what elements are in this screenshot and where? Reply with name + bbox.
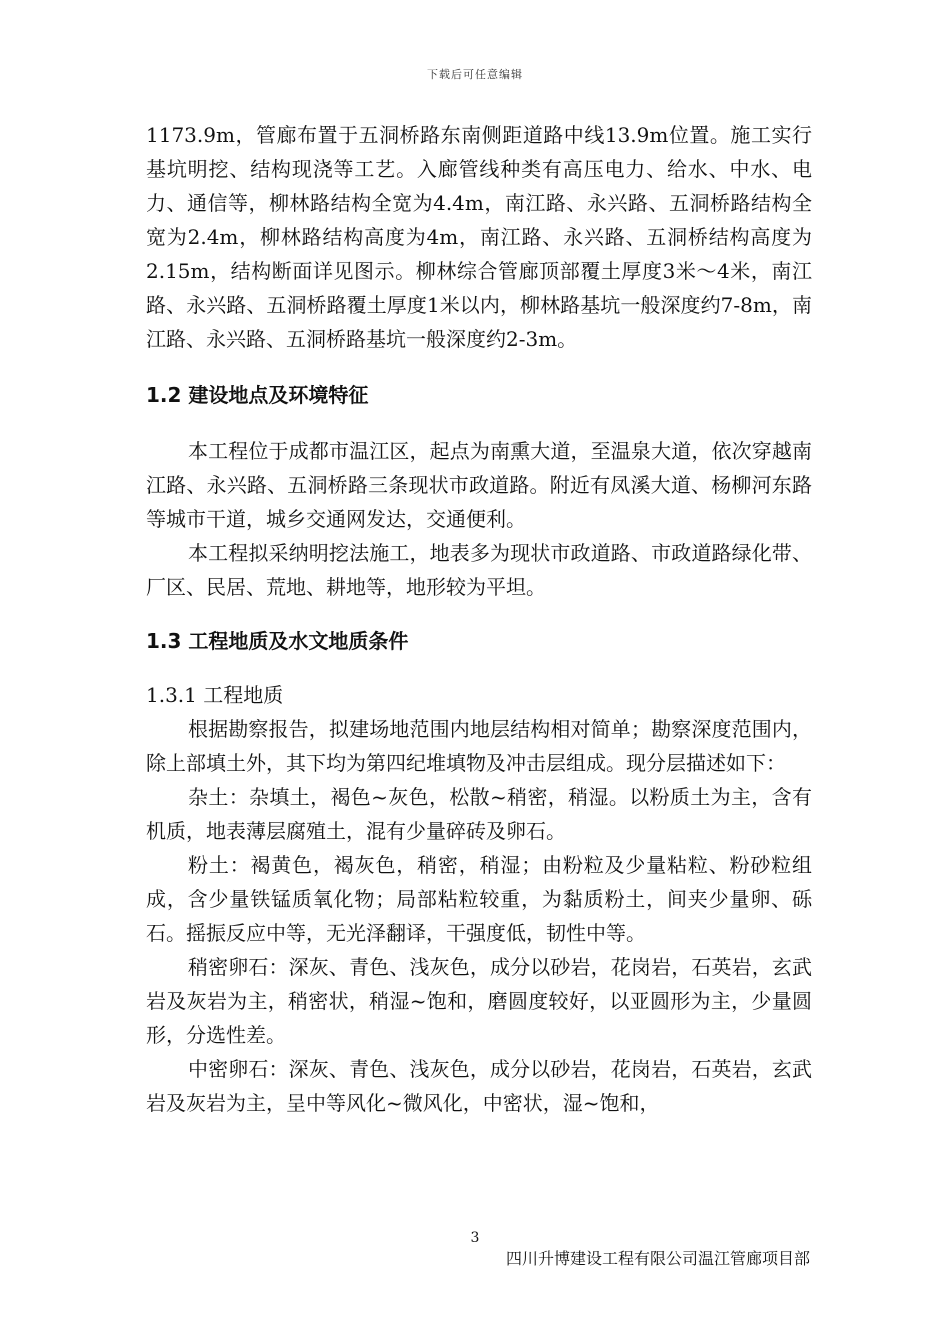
section-heading-1-3: 1.3 工程地质及水文地质条件 xyxy=(146,629,409,653)
section-1-3-paragraph-1: 根据勘察报告，拟建场地范围内地层结构相对简单；勘察深度范围内，除上部填土外，其下均为第四纪堆填物及冲击层组成。现分层描述如下： xyxy=(146,717,812,775)
section-1-2-paragraph-2: 本工程拟采纳明挖法施工，地表多为现状市政道路、市政道路绿化带、厂区、民居、荒地、耕地等，地形较为平坦。 xyxy=(146,541,812,599)
section-heading-1-2: 1.2 建设地点及环境特征 xyxy=(146,383,369,407)
section-1-2-paragraph-1: 本工程位于成都市温江区，起点为南熏大道，至温泉大道，依次穿越南江路、永兴路、五洞桥路三条现状市政道路。附近有凤溪大道、杨柳河东路等城市干道，城乡交通网发达，交通便利。 xyxy=(146,439,812,531)
soil-layer-zhongmi-luanshi: 中密卵石：深灰、青色、浅灰色，成分以砂岩，花岗岩，石英岩，玄武岩及灰岩为主，呈中等风化~微风化，中密状，湿~饱和， xyxy=(146,1057,812,1115)
soil-layer-fentu: 粉土：褐黄色，褐灰色，稍密，稍湿；由粉粒及少量粘粒、粉砂粒组成，含少量铁锰质氧化物；局部粘粒较重，为黏质粉土，间夹少量卵、砾石。摇振反应中等，无光泽翻译，干强度低，韧性中等。 xyxy=(146,853,812,945)
header-note: 下载后可任意编辑 xyxy=(427,68,523,81)
document-body xyxy=(146,118,812,1120)
soil-layer-shaomi-luanshi: 稍密卵石：深灰、青色、浅灰色，成分以砂岩，花岗岩，石英岩，玄武岩及灰岩为主，稍密状，稍湿~饱和，磨圆度较好，以亚圆形为主，少量圆形，分选性差。 xyxy=(146,955,812,1047)
soil-layer-zatu: 杂土：杂填土，褐色~灰色，松散~稍密，稍湿。以粉质土为主，含有机质，地表薄层腐殖土，混有少量碎砖及卵石。 xyxy=(146,785,812,843)
page-number: 3 xyxy=(470,1230,480,1246)
footer-company: 四川升博建设工程有限公司温江管廊项目部 xyxy=(505,1249,810,1268)
intro-paragraph: 1173.9m，管廊布置于五洞桥路东南侧距道路中线13.9m位置。施工实行基坑明挖、结构现浇等工艺。入廊管线种类有高压电力、给水、中水、电力、通信等，柳林路结构全宽为4.4m，南江路、永兴路、五洞桥路结构全宽为2.4m，柳林路结构高度为4m，南江路、永兴路、五洞桥结构高度为2.15m，结构断面详见图示。柳林综合管廊顶部覆土厚度3米～4米，南江路、永兴路、五洞桥路覆土厚度1米以内，柳林路基坑一般深度约7-8m，南江路、永兴路、五洞桥路基坑一般深度约2-3m。 xyxy=(146,123,812,351)
subsection-heading-1-3-1: 1.3.1 工程地质 xyxy=(146,683,284,707)
